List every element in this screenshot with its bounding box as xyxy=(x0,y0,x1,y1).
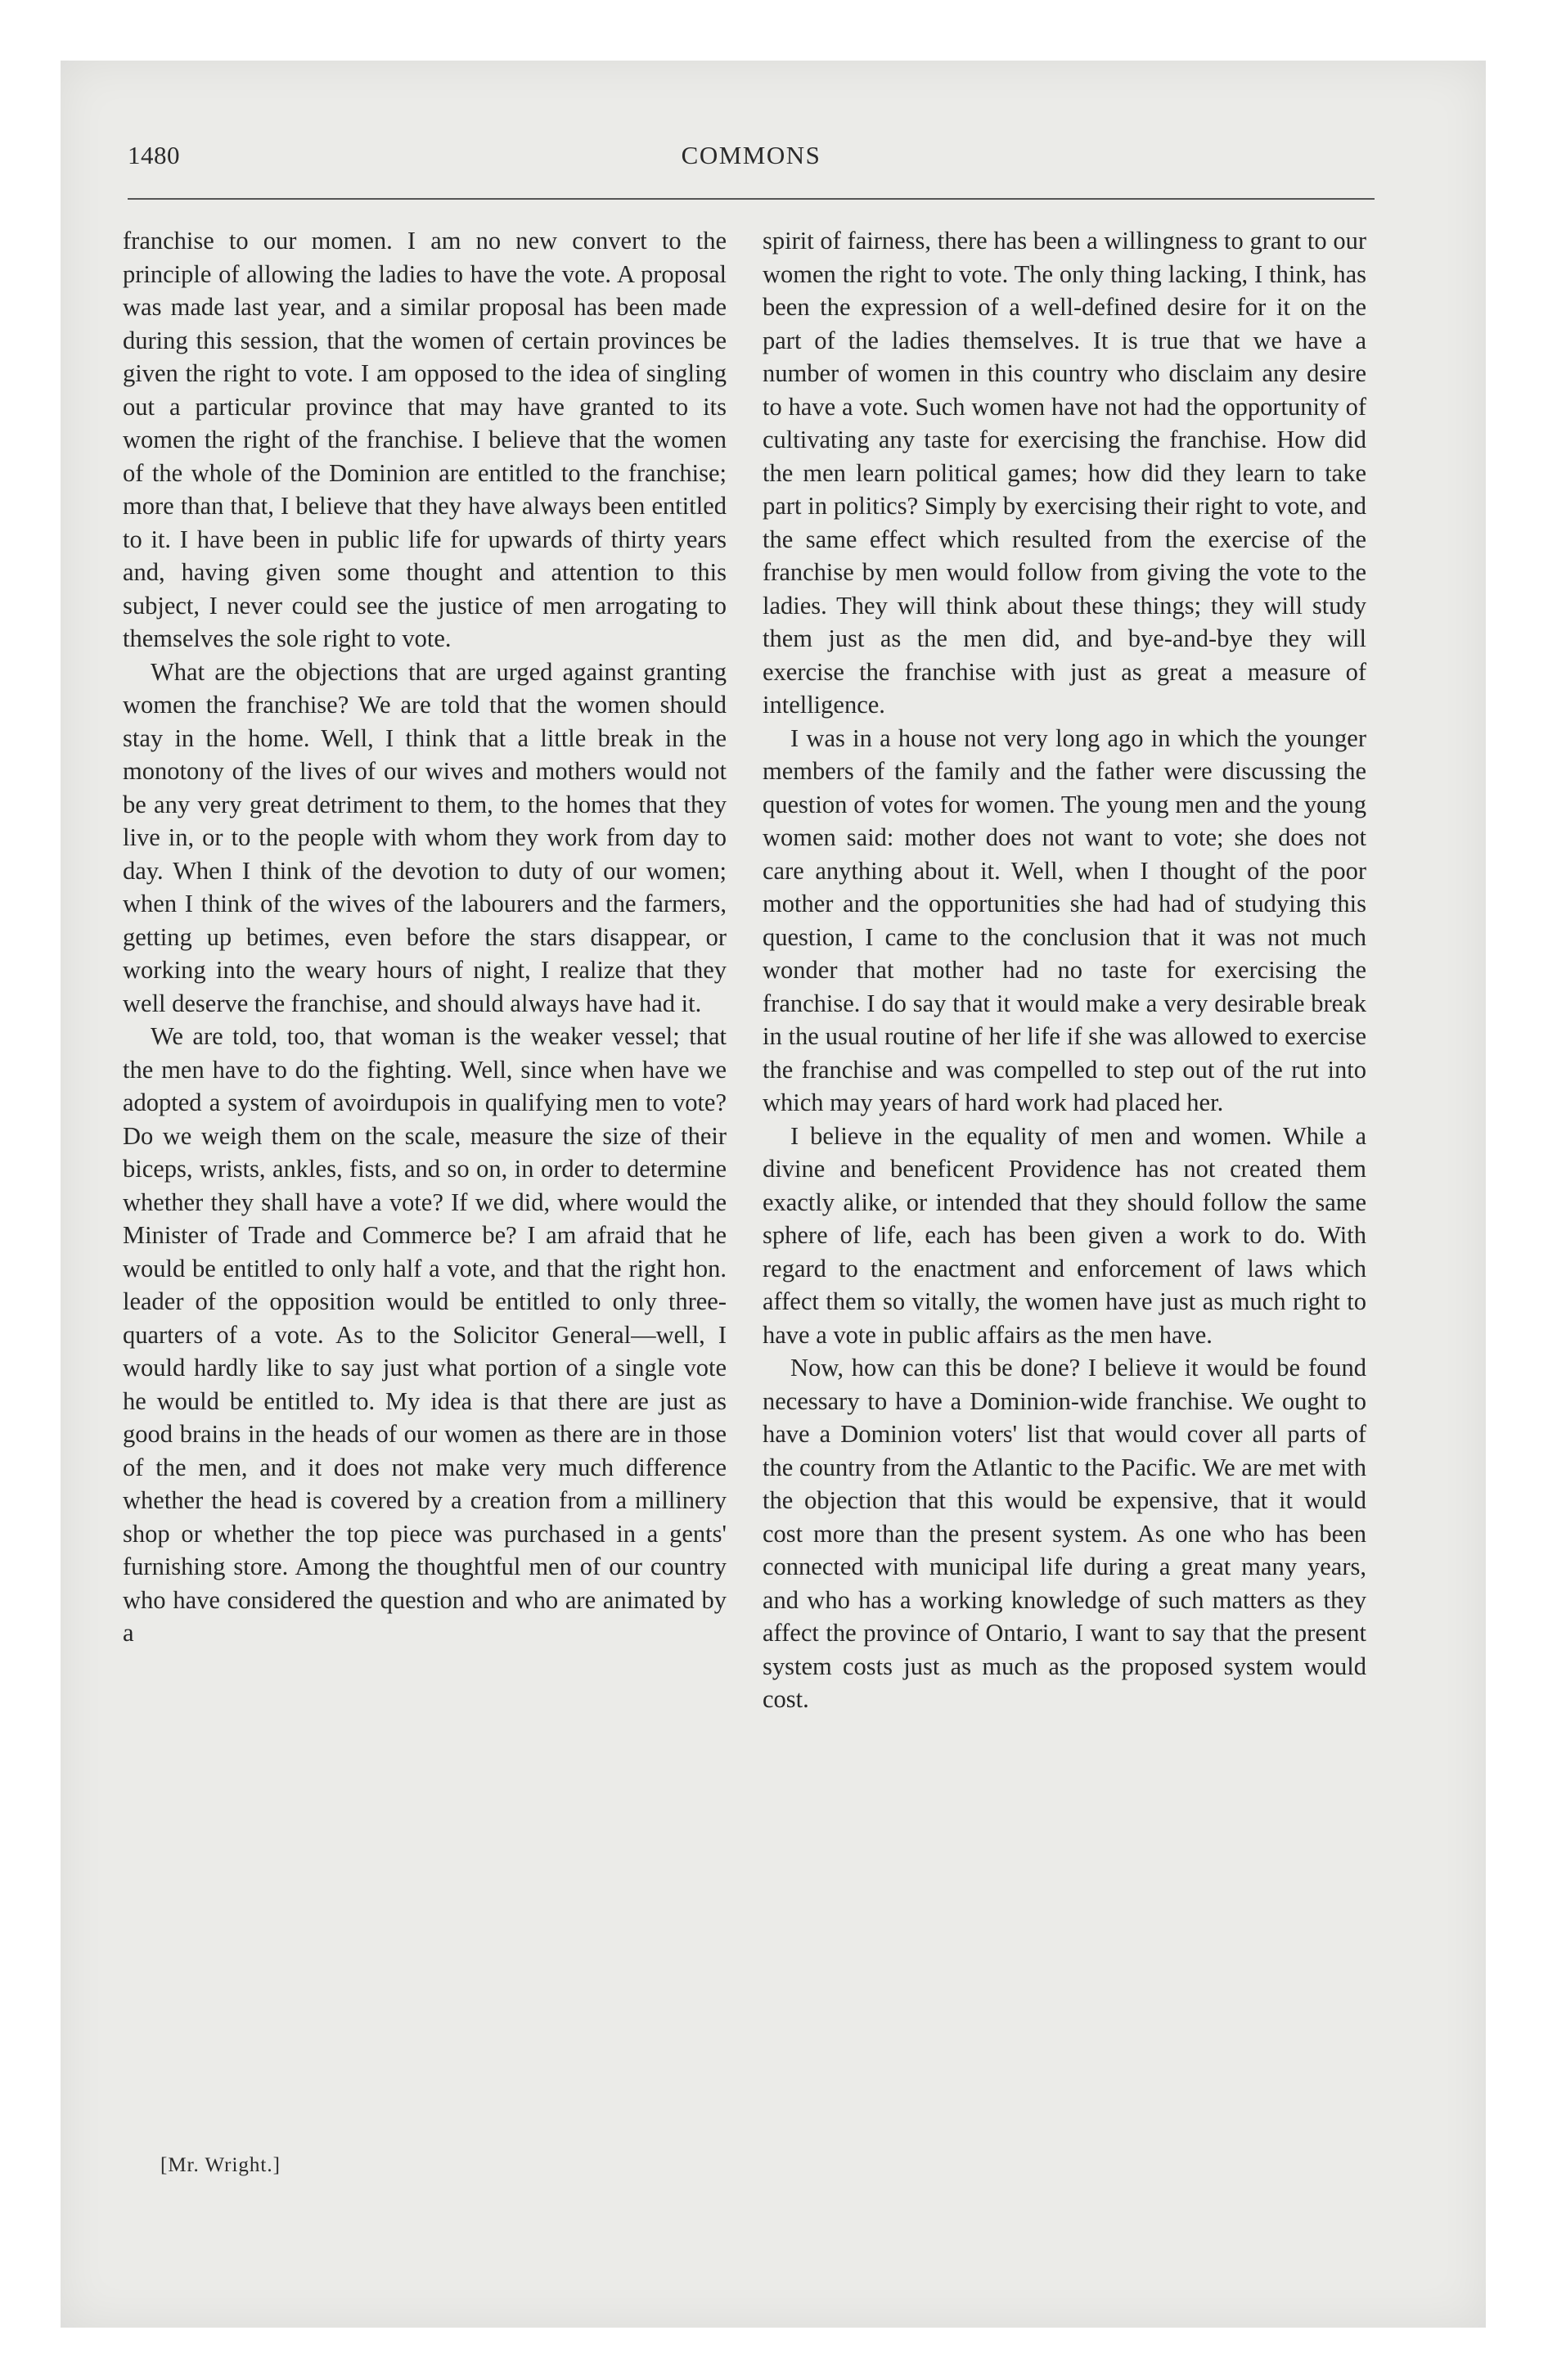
left-paragraph-3: We are told, too, that woman is the weaker vessel; that the men have to do the fighting. Well, since when have we adopted a system of avoirdupois in qualifying men to vote? Do we weigh them on the scale, measure the size of their biceps, wrists, ankles, fists, and so on, in order to determine whether they shall have a vote? If we did, where would the Minister of Trade and Commerce be? I am afraid that he would be entitled to only half a vote, and that the right hon. leader of the opposition would be entitled to only three-quarters of a vote. As to the Solicitor General—well, I would hardly like to say just what portion of a single vote he would be entitled to. My idea is that there are just as good brains in the heads of our women as there are in those of the men, and it does not make very much difference whether the head is covered by a creation from a millinery shop or whether the top piece was purchased in a gents' furnishing store. Among the thoughtful men of our country who have considered the question and who are animated by a xyxy=(123,1022,727,1647)
running-head: COMMONS xyxy=(681,141,821,169)
right-paragraph-3: I believe in the equality of men and women. While a divine and beneficent Providence has not created them exactly alike, or intended that they should follow the same sphere of life, each has been given a work to do. With regard to the enactment and enforcement of laws which affect them so vitally, the women have just as much right to have a vote in public affairs as the men have. xyxy=(763,1121,1366,1349)
left-paragraph-1: franchise to our momen. I am no new convert to the principle of allowing the ladies to have the vote. A proposal was made last year, and a similar proposal has been made during this session, that the women of certain provinces be given the right to vote. I am opposed to the idea of singling out a particular province that may have granted to its women the right of the franchise. I believe that the women of the whole of the Dominion are entitled to the franchise; more than that, I believe that they have always been entitled to it. I have been in public life for upwards of thirty years and, having given some thought and attention to this subject, I never could see the justice of men arrogating to themselves the sole right to vote. xyxy=(123,227,727,652)
page-number: 1480 xyxy=(128,141,180,169)
right-column xyxy=(763,224,1366,1716)
right-paragraph-2: I was in a house not very long ago in which the younger members of the family and the father were discussing the question of votes for women. The young men and the young women said: mother does not want to vote; she does not care anything about it. Well, when I thought of the poor mother and the opportunities she had had of studying this question, I came to the conclusion that it was not much wonder that mother had no taste for exercising the franchise. I do say that it would make a very desirable break in the usual routine of her life if she was allowed to exercise the franchise and was compelled to step out of the rut into which may years of hard work had placed her. xyxy=(763,723,1366,1116)
right-paragraph-1: spirit of fairness, there has been a willingness to grant to our women the right to vote. The only thing lacking, I think, has been the expression of a well-defined desire for it on the part of the ladies themselves. It is true that we have a number of women in this country who disclaim any desire to have a vote. Such women have not had the opportunity of cultivating any taste for exercising the franchise. How did the men learn political games; how did they learn to take part in politics? Simply by exercising their right to vote, and the same effect which resulted from the exercise of the franchise by men would follow from giving the vote to the ladies. They will think about these things; they will study them just as the men did, and bye-and-bye they will exercise the franchise with just as great a measure of intelligence. xyxy=(763,227,1366,719)
left-paragraph-2: What are the objections that are urged against granting women the franchise? We are told that the women should stay in the home. Well, I think that a little break in the monotony of the lives of our wives and mothers would not be any very great detriment to them, to the homes that they live in, or to the people with whom they work from day to day. When I think of the devotion to duty of our women; when I think of the wives of the labourers and the farmers, getting up betimes, even before the stars disappear, or working into the weary hours of night, I realize that they well deserve the franchise, and should always have had it. xyxy=(123,657,727,1017)
right-paragraph-4: Now, how can this be done? I believe it would be found necessary to have a Dominion-wide franchise. We ought to have a Dominion voters' list that would cover all parts of the country from the Atlantic to the Pacific. We are met with the objection that this would be expensive, that it would cost more than the present system. As one who has been connected with municipal life during a great many years, and who has a working knowledge of such matters as they affect the province of Ontario, I want to say that the present system costs just as much as the proposed system would cost. xyxy=(763,1354,1366,1713)
left-column xyxy=(123,224,727,1650)
page-header xyxy=(128,141,1375,177)
header-rule xyxy=(128,198,1375,200)
speaker-attribution: [Mr. Wright.] xyxy=(160,2154,281,2176)
